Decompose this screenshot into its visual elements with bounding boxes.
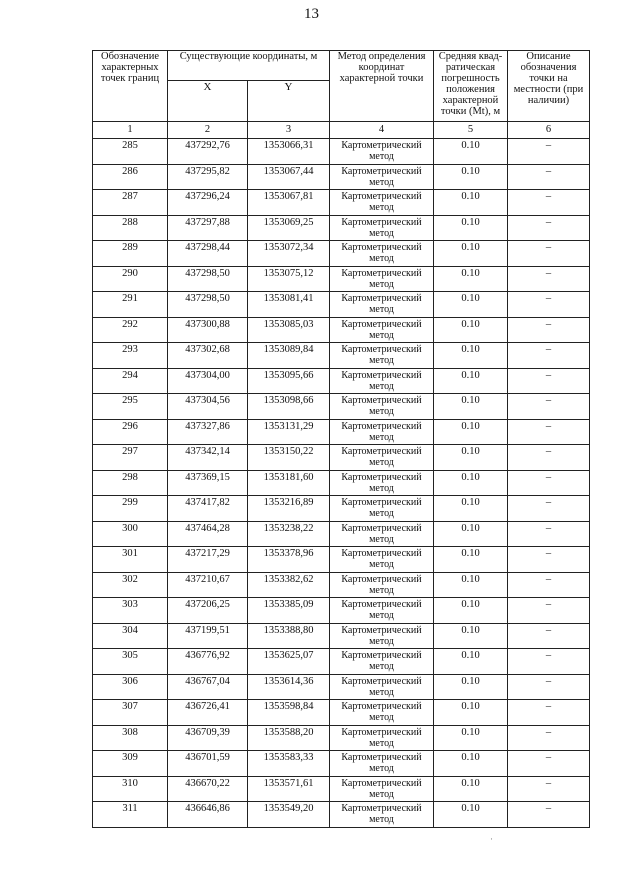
table-row [93, 139, 590, 165]
y-coordinate-cell: 1353066,31 [248, 139, 330, 165]
table-row [93, 674, 590, 700]
table-row [93, 623, 590, 649]
x-coordinate-cell: 436726,41 [168, 700, 248, 726]
method-cell: Картометрический метод [330, 215, 434, 241]
method-cell: Картометрический метод [330, 164, 434, 190]
method-cell: Картометрический метод [330, 343, 434, 369]
header-accuracy: Средняя квад-ратическая погрешность положения характерной точки (Mt), м [434, 51, 508, 122]
accuracy-cell: 0.10 [434, 368, 508, 394]
description-cell: – [508, 674, 590, 700]
description-cell: – [508, 521, 590, 547]
method-cell: Картометрический метод [330, 623, 434, 649]
x-coordinate-cell: 437298,50 [168, 266, 248, 292]
description-cell: – [508, 343, 590, 369]
table-row [93, 802, 590, 828]
accuracy-cell: 0.10 [434, 649, 508, 675]
method-cell: Картометрический метод [330, 725, 434, 751]
method-cell: Картометрический метод [330, 802, 434, 828]
table-body [93, 139, 590, 828]
x-coordinate-cell: 437292,76 [168, 139, 248, 165]
point-id-cell: 291 [93, 292, 168, 318]
point-id-cell: 299 [93, 496, 168, 522]
description-cell: – [508, 445, 590, 471]
table-row [93, 572, 590, 598]
table-row [93, 521, 590, 547]
point-id-cell: 296 [93, 419, 168, 445]
column-number: 4 [330, 122, 434, 139]
x-coordinate-cell: 437304,56 [168, 394, 248, 420]
accuracy-cell: 0.10 [434, 394, 508, 420]
table-row [93, 164, 590, 190]
accuracy-cell: 0.10 [434, 343, 508, 369]
point-id-cell: 311 [93, 802, 168, 828]
accuracy-cell: 0.10 [434, 215, 508, 241]
table-row [93, 725, 590, 751]
point-id-cell: 304 [93, 623, 168, 649]
x-coordinate-cell: 437296,24 [168, 190, 248, 216]
y-coordinate-cell: 1353598,84 [248, 700, 330, 726]
description-cell: – [508, 802, 590, 828]
point-id-cell: 297 [93, 445, 168, 471]
table-row [93, 292, 590, 318]
point-id-cell: 289 [93, 241, 168, 267]
accuracy-cell: 0.10 [434, 572, 508, 598]
table-row [93, 419, 590, 445]
method-cell: Картометрический метод [330, 496, 434, 522]
header-y: Y [248, 81, 330, 122]
description-cell: – [508, 241, 590, 267]
description-cell: – [508, 700, 590, 726]
point-id-cell: 308 [93, 725, 168, 751]
table-row [93, 394, 590, 420]
method-cell: Картометрический метод [330, 700, 434, 726]
accuracy-cell: 0.10 [434, 190, 508, 216]
description-cell: – [508, 394, 590, 420]
y-coordinate-cell: 1353067,44 [248, 164, 330, 190]
method-cell: Картометрический метод [330, 521, 434, 547]
description-cell: – [508, 470, 590, 496]
y-coordinate-cell: 1353378,96 [248, 547, 330, 573]
x-coordinate-cell: 437342,14 [168, 445, 248, 471]
y-coordinate-cell: 1353098,66 [248, 394, 330, 420]
method-cell: Картометрический метод [330, 368, 434, 394]
description-cell: – [508, 190, 590, 216]
point-id-cell: 292 [93, 317, 168, 343]
x-coordinate-cell: 437206,25 [168, 598, 248, 624]
x-coordinate-cell: 436701,59 [168, 751, 248, 777]
header-point-label: Обозначение характерных точек границ [93, 51, 168, 122]
accuracy-cell: 0.10 [434, 725, 508, 751]
point-id-cell: 288 [93, 215, 168, 241]
method-cell: Картометрический метод [330, 190, 434, 216]
y-coordinate-cell: 1353583,33 [248, 751, 330, 777]
table-row [93, 776, 590, 802]
table-row [93, 343, 590, 369]
method-cell: Картометрический метод [330, 649, 434, 675]
x-coordinate-cell: 437464,28 [168, 521, 248, 547]
x-coordinate-cell: 437327,86 [168, 419, 248, 445]
description-cell: – [508, 598, 590, 624]
y-coordinate-cell: 1353131,29 [248, 419, 330, 445]
accuracy-cell: 0.10 [434, 547, 508, 573]
y-coordinate-cell: 1353085,03 [248, 317, 330, 343]
table-row [93, 496, 590, 522]
accuracy-cell: 0.10 [434, 700, 508, 726]
y-coordinate-cell: 1353089,84 [248, 343, 330, 369]
table-row [93, 547, 590, 573]
accuracy-cell: 0.10 [434, 598, 508, 624]
accuracy-cell: 0.10 [434, 802, 508, 828]
point-id-cell: 301 [93, 547, 168, 573]
table-row [93, 317, 590, 343]
y-coordinate-cell: 1353238,22 [248, 521, 330, 547]
column-number: 6 [508, 122, 590, 139]
y-coordinate-cell: 1353075,12 [248, 266, 330, 292]
method-cell: Картометрический метод [330, 241, 434, 267]
table-row [93, 598, 590, 624]
description-cell: – [508, 572, 590, 598]
accuracy-cell: 0.10 [434, 317, 508, 343]
y-coordinate-cell: 1353081,41 [248, 292, 330, 318]
description-cell: – [508, 547, 590, 573]
method-cell: Картометрический метод [330, 470, 434, 496]
point-id-cell: 305 [93, 649, 168, 675]
accuracy-cell: 0.10 [434, 674, 508, 700]
y-coordinate-cell: 1353382,62 [248, 572, 330, 598]
accuracy-cell: 0.10 [434, 751, 508, 777]
method-cell: Картометрический метод [330, 394, 434, 420]
method-cell: Картометрический метод [330, 598, 434, 624]
table-row [93, 700, 590, 726]
description-cell: – [508, 623, 590, 649]
method-cell: Картометрический метод [330, 445, 434, 471]
y-coordinate-cell: 1353095,66 [248, 368, 330, 394]
x-coordinate-cell: 436709,39 [168, 725, 248, 751]
description-cell: – [508, 649, 590, 675]
x-coordinate-cell: 437300,88 [168, 317, 248, 343]
description-cell: – [508, 266, 590, 292]
table-row [93, 751, 590, 777]
table-row [93, 241, 590, 267]
point-id-cell: 307 [93, 700, 168, 726]
method-cell: Картометрический метод [330, 547, 434, 573]
description-cell: – [508, 164, 590, 190]
accuracy-cell: 0.10 [434, 419, 508, 445]
x-coordinate-cell: 436670,22 [168, 776, 248, 802]
header-method: Метод определения координат характерной точки [330, 51, 434, 122]
column-number-row [93, 122, 590, 139]
accuracy-cell: 0.10 [434, 139, 508, 165]
point-id-cell: 306 [93, 674, 168, 700]
table-row [93, 368, 590, 394]
y-coordinate-cell: 1353150,22 [248, 445, 330, 471]
x-coordinate-cell: 436767,04 [168, 674, 248, 700]
point-id-cell: 295 [93, 394, 168, 420]
accuracy-cell: 0.10 [434, 164, 508, 190]
point-id-cell: 294 [93, 368, 168, 394]
method-cell: Картометрический метод [330, 572, 434, 598]
description-cell: – [508, 215, 590, 241]
method-cell: Картометрический метод [330, 776, 434, 802]
y-coordinate-cell: 1353571,61 [248, 776, 330, 802]
point-id-cell: 285 [93, 139, 168, 165]
y-coordinate-cell: 1353069,25 [248, 215, 330, 241]
x-coordinate-cell: 436646,86 [168, 802, 248, 828]
column-number: 2 [168, 122, 248, 139]
header-x: X [168, 81, 248, 122]
description-cell: – [508, 725, 590, 751]
description-cell: – [508, 776, 590, 802]
y-coordinate-cell: 1353625,07 [248, 649, 330, 675]
point-id-cell: 287 [93, 190, 168, 216]
accuracy-cell: 0.10 [434, 292, 508, 318]
point-id-cell: 286 [93, 164, 168, 190]
table-row [93, 445, 590, 471]
description-cell: – [508, 292, 590, 318]
y-coordinate-cell: 1353072,34 [248, 241, 330, 267]
coordinates-table [92, 50, 590, 828]
point-id-cell: 303 [93, 598, 168, 624]
x-coordinate-cell: 437199,51 [168, 623, 248, 649]
description-cell: – [508, 317, 590, 343]
y-coordinate-cell: 1353614,36 [248, 674, 330, 700]
accuracy-cell: 0.10 [434, 623, 508, 649]
y-coordinate-cell: 1353067,81 [248, 190, 330, 216]
table-row [93, 266, 590, 292]
point-id-cell: 293 [93, 343, 168, 369]
description-cell: – [508, 496, 590, 522]
y-coordinate-cell: 1353385,09 [248, 598, 330, 624]
description-cell: – [508, 139, 590, 165]
method-cell: Картометрический метод [330, 674, 434, 700]
x-coordinate-cell: 437304,00 [168, 368, 248, 394]
method-cell: Картометрический метод [330, 139, 434, 165]
x-coordinate-cell: 437417,82 [168, 496, 248, 522]
accuracy-cell: 0.10 [434, 241, 508, 267]
point-id-cell: 290 [93, 266, 168, 292]
table-row [93, 215, 590, 241]
description-cell: – [508, 368, 590, 394]
description-cell: – [508, 419, 590, 445]
header-coords-group: Существующие координаты, м [168, 51, 330, 81]
method-cell: Картометрический метод [330, 419, 434, 445]
column-number: 5 [434, 122, 508, 139]
accuracy-cell: 0.10 [434, 445, 508, 471]
method-cell: Картометрический метод [330, 317, 434, 343]
point-id-cell: 298 [93, 470, 168, 496]
y-coordinate-cell: 1353388,80 [248, 623, 330, 649]
description-cell: – [508, 751, 590, 777]
x-coordinate-cell: 436776,92 [168, 649, 248, 675]
y-coordinate-cell: 1353216,89 [248, 496, 330, 522]
accuracy-cell: 0.10 [434, 266, 508, 292]
method-cell: Картометрический метод [330, 266, 434, 292]
accuracy-cell: 0.10 [434, 776, 508, 802]
y-coordinate-cell: 1353549,20 [248, 802, 330, 828]
x-coordinate-cell: 437217,29 [168, 547, 248, 573]
y-coordinate-cell: 1353588,20 [248, 725, 330, 751]
x-coordinate-cell: 437298,50 [168, 292, 248, 318]
accuracy-cell: 0.10 [434, 496, 508, 522]
column-number: 3 [248, 122, 330, 139]
x-coordinate-cell: 437297,88 [168, 215, 248, 241]
x-coordinate-cell: 437369,15 [168, 470, 248, 496]
x-coordinate-cell: 437302,68 [168, 343, 248, 369]
method-cell: Картометрический метод [330, 751, 434, 777]
page-number: 13 [304, 6, 319, 22]
x-coordinate-cell: 437295,82 [168, 164, 248, 190]
table-row [93, 649, 590, 675]
x-coordinate-cell: 437298,44 [168, 241, 248, 267]
point-id-cell: 300 [93, 521, 168, 547]
point-id-cell: 310 [93, 776, 168, 802]
y-coordinate-cell: 1353181,60 [248, 470, 330, 496]
method-cell: Картометрический метод [330, 292, 434, 318]
header-description: Описание обозначения точки на местности (при наличии) [508, 51, 590, 122]
point-id-cell: 302 [93, 572, 168, 598]
accuracy-cell: 0.10 [434, 470, 508, 496]
table-row [93, 470, 590, 496]
table-row [93, 190, 590, 216]
column-number: 1 [93, 122, 168, 139]
accuracy-cell: 0.10 [434, 521, 508, 547]
point-id-cell: 309 [93, 751, 168, 777]
scan-mark: · [490, 834, 493, 844]
x-coordinate-cell: 437210,67 [168, 572, 248, 598]
